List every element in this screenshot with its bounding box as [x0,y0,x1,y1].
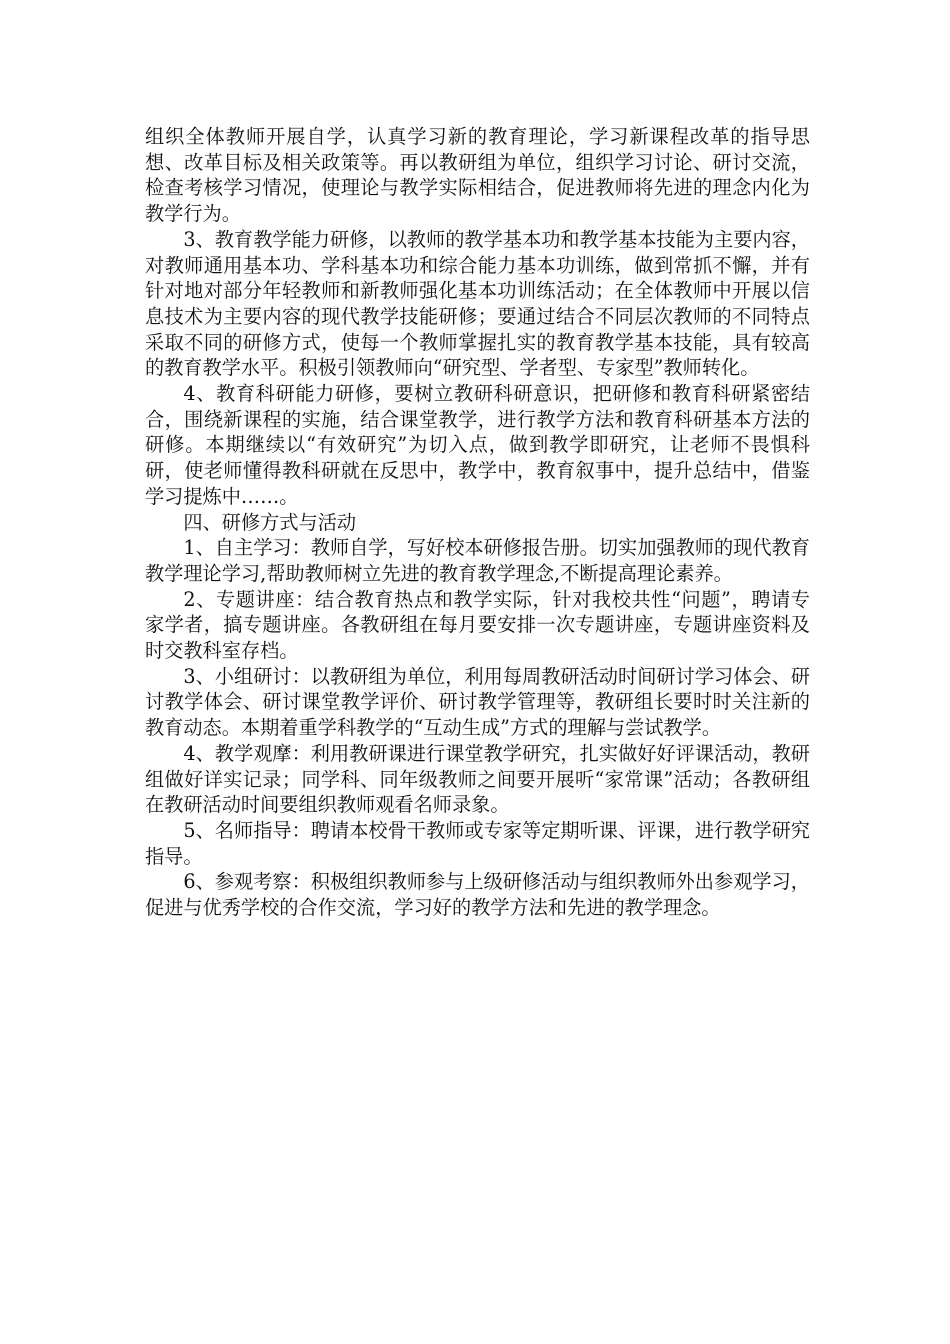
document-body [145,124,810,921]
paragraph-lectures: 2、专题讲座：结合教育热点和教学实际，针对我校共性“问题”，聘请专家学者，搞专题讲座。各教研组在每月要安排一次专题讲座，专题讲座资料及时交教科室存档。 [145,587,810,663]
paragraph-group-discussion: 3、小组研讨：以教研组为单位，利用每周教研活动时间研讨学习体会、研讨教学体会、研讨课堂教学评价、研讨教学管理等，教研组长要时时关注新的教育动态。本期着重学科教学的“互动生成”方式的理解与尝试教学。 [145,664,810,740]
paragraph-intro-continuation: 组织全体教师开展自学，认真学习新的教育理论，学习新课程改革的指导思想、改革目标及相关政策等。再以教研组为单位，组织学习讨论、研讨交流，检查考核学习情况，使理论与教学实际相结合，促进教师将先进的理念内化为教学行为。 [145,125,810,226]
paragraph-mentoring: 5、名师指导：聘请本校骨干教师或专家等定期听课、评课，进行教学研究指导。 [145,818,810,868]
section-heading-methods: 四、研修方式与活动 [183,510,357,534]
paragraph-site-visits: 6、参观考察：积极组织教师参与上级研修活动与组织教师外出参观学习，促进与优秀学校的合作交流，学习好的教学方法和先进的教学理念。 [145,870,810,920]
paragraph-research-ability: 4、教育科研能力研修，要树立教研科研意识，把研修和教育科研紧密结合，围绕新课程的实施，结合课堂教学，进行教学方法和教育科研基本方法的研修。本期继续以“有效研究”为切入点，做到教学即研究，让老师不畏惧科研，使老师懂得教科研就在反思中，教学中，教育叙事中，提升总结中，借鉴学习提炼中……。 [145,382,810,508]
paragraph-observation: 4、教学观摩：利用教研课进行课堂教学研究，扎实做好好评课活动，教研组做好详实记录；同学科、同年级教师之间要开展听“家常课”活动；各教研组在教研活动时间要组织教师观看名师录象。 [145,741,810,817]
paragraph-self-study: 1、自主学习：教师自学，写好校本研修报告册。切实加强教师的现代教育教学理论学习,帮助教师树立先进的教育教学理念,不断提高理论素养。 [145,536,810,585]
paragraph-teaching-ability: 3、教育教学能力研修，以教师的教学基本功和教学基本技能为主要内容，对教师通用基本功、学科基本功和综合能力基本功训练，做到常抓不懈，并有针对地对部分年轻教师和新教师强化基本功训练活动；在全体教师中开展以信息技术为主要内容的现代教学技能研修；要通过结合不同层次教师的不同特点采取不同的研修方式，使每一个教师掌握扎实的教育教学基本技能，具有较高的教育教学水平。积极引领教师向“研究型、学者型、专家型”教师转化。 [145,227,810,380]
